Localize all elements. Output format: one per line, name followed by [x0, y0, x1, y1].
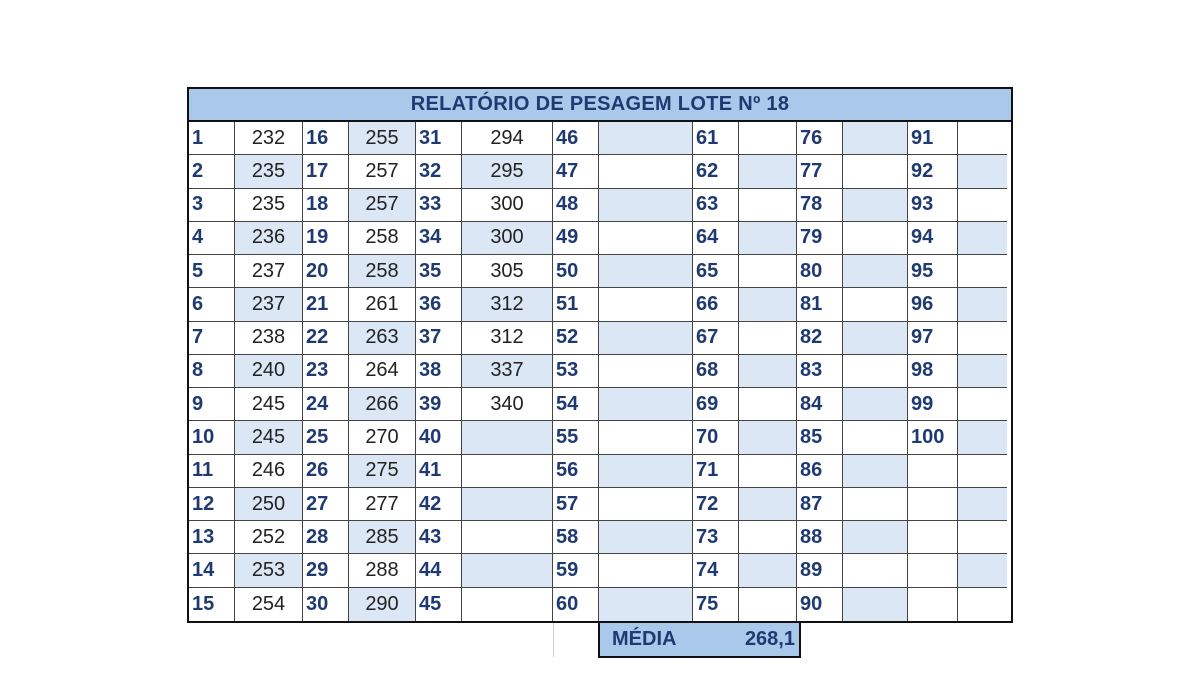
- animal-number-cell: 84: [797, 388, 843, 421]
- weight-value-cell: 312: [462, 288, 553, 321]
- animal-number-cell: 73: [693, 521, 739, 554]
- weight-value-cell: 294: [462, 122, 553, 155]
- animal-number-cell: 51: [553, 288, 599, 321]
- animal-number-cell: [908, 588, 958, 621]
- average-box: [598, 623, 801, 658]
- animal-number-cell: 79: [797, 222, 843, 255]
- weight-value-cell: 245: [235, 388, 303, 421]
- weight-value-cell: 337: [462, 355, 553, 388]
- animal-number-cell: 96: [908, 288, 958, 321]
- animal-number-cell: 88: [797, 521, 843, 554]
- weight-value-cell: 235: [235, 155, 303, 188]
- animal-number-cell: 10: [189, 421, 235, 454]
- weight-value-cell: 235: [235, 189, 303, 222]
- animal-number-cell: 59: [553, 554, 599, 587]
- animal-number-cell: 69: [693, 388, 739, 421]
- weight-value-cell: [739, 388, 797, 421]
- animal-number-cell: 56: [553, 455, 599, 488]
- animal-number-cell: 29: [303, 554, 349, 587]
- weight-value-cell: [462, 588, 553, 621]
- weight-value-cell: [958, 155, 1007, 188]
- weight-value-cell: [739, 189, 797, 222]
- weight-value-cell: [599, 388, 693, 421]
- weight-value-cell: [843, 388, 908, 421]
- weight-value-cell: [958, 455, 1007, 488]
- animal-number-cell: 3: [189, 189, 235, 222]
- weight-value-cell: 295: [462, 155, 553, 188]
- weight-value-cell: [843, 189, 908, 222]
- animal-number-cell: 23: [303, 355, 349, 388]
- weight-value-cell: [958, 322, 1007, 355]
- weight-value-cell: [958, 355, 1007, 388]
- weight-value-cell: [958, 122, 1007, 155]
- weight-value-cell: [599, 255, 693, 288]
- animal-number-cell: 60: [553, 588, 599, 621]
- weight-value-cell: 245: [235, 421, 303, 454]
- weight-value-cell: [843, 554, 908, 587]
- animal-number-cell: 52: [553, 322, 599, 355]
- animal-number-cell: 38: [416, 355, 462, 388]
- weight-value-cell: [462, 455, 553, 488]
- report-title: RELATÓRIO DE PESAGEM LOTE Nº 18: [189, 89, 1011, 122]
- weight-value-cell: [739, 521, 797, 554]
- weight-value-cell: 264: [349, 355, 416, 388]
- animal-number-cell: 1: [189, 122, 235, 155]
- animal-number-cell: 22: [303, 322, 349, 355]
- weight-value-cell: [843, 455, 908, 488]
- weight-value-cell: [958, 488, 1007, 521]
- animal-number-cell: 37: [416, 322, 462, 355]
- weight-value-cell: 288: [349, 554, 416, 587]
- weight-value-cell: [843, 255, 908, 288]
- animal-number-cell: 92: [908, 155, 958, 188]
- weight-value-cell: 250: [235, 488, 303, 521]
- animal-number-cell: 42: [416, 488, 462, 521]
- animal-number-cell: 95: [908, 255, 958, 288]
- animal-number-cell: 75: [693, 588, 739, 621]
- animal-number-cell: 7: [189, 322, 235, 355]
- animal-number-cell: [908, 521, 958, 554]
- weight-value-cell: [958, 554, 1007, 587]
- animal-number-cell: 16: [303, 122, 349, 155]
- weight-value-cell: [599, 288, 693, 321]
- weight-value-cell: 300: [462, 189, 553, 222]
- animal-number-cell: 14: [189, 554, 235, 587]
- weight-value-cell: 257: [349, 155, 416, 188]
- animal-number-cell: 19: [303, 222, 349, 255]
- weight-value-cell: 232: [235, 122, 303, 155]
- weight-value-cell: [843, 122, 908, 155]
- animal-number-cell: 76: [797, 122, 843, 155]
- animal-number-cell: [908, 455, 958, 488]
- weight-value-cell: 253: [235, 554, 303, 587]
- weight-value-cell: 237: [235, 255, 303, 288]
- animal-number-cell: 32: [416, 155, 462, 188]
- weight-value-cell: [462, 554, 553, 587]
- weight-value-cell: [599, 488, 693, 521]
- column-divider: [553, 623, 554, 657]
- animal-number-cell: 13: [189, 521, 235, 554]
- weight-value-cell: 305: [462, 255, 553, 288]
- animal-number-cell: 20: [303, 255, 349, 288]
- animal-number-cell: 100: [908, 421, 958, 454]
- animal-number-cell: 28: [303, 521, 349, 554]
- average-value: 268,1: [744, 628, 795, 650]
- weight-value-cell: 285: [349, 521, 416, 554]
- weight-value-cell: [843, 588, 908, 621]
- animal-number-cell: 61: [693, 122, 739, 155]
- animal-number-cell: 44: [416, 554, 462, 587]
- animal-number-cell: 71: [693, 455, 739, 488]
- animal-number-cell: 40: [416, 421, 462, 454]
- weight-value-cell: [843, 488, 908, 521]
- animal-number-cell: 85: [797, 421, 843, 454]
- animal-number-cell: 45: [416, 588, 462, 621]
- weight-value-cell: [599, 355, 693, 388]
- weight-value-cell: 238: [235, 322, 303, 355]
- animal-number-cell: [908, 554, 958, 587]
- weight-value-cell: [739, 421, 797, 454]
- weight-value-cell: [599, 588, 693, 621]
- weight-value-cell: [739, 255, 797, 288]
- weight-value-cell: [958, 388, 1007, 421]
- animal-number-cell: 81: [797, 288, 843, 321]
- animal-number-cell: 31: [416, 122, 462, 155]
- weight-value-cell: [739, 355, 797, 388]
- weight-value-cell: [958, 288, 1007, 321]
- animal-number-cell: 57: [553, 488, 599, 521]
- animal-number-cell: 47: [553, 155, 599, 188]
- animal-number-cell: 39: [416, 388, 462, 421]
- animal-number-cell: 48: [553, 189, 599, 222]
- animal-number-cell: 55: [553, 421, 599, 454]
- weight-value-cell: [843, 421, 908, 454]
- animal-number-cell: 89: [797, 554, 843, 587]
- weight-value-cell: 270: [349, 421, 416, 454]
- weight-value-cell: 261: [349, 288, 416, 321]
- animal-number-cell: 41: [416, 455, 462, 488]
- animal-number-cell: 11: [189, 455, 235, 488]
- weight-value-cell: [843, 355, 908, 388]
- weight-value-cell: [739, 222, 797, 255]
- weight-value-cell: [843, 288, 908, 321]
- animal-number-cell: 65: [693, 255, 739, 288]
- weight-value-cell: [599, 189, 693, 222]
- animal-number-cell: 36: [416, 288, 462, 321]
- weight-value-cell: [843, 322, 908, 355]
- weight-value-cell: 275: [349, 455, 416, 488]
- animal-number-cell: 17: [303, 155, 349, 188]
- weight-value-cell: 236: [235, 222, 303, 255]
- animal-number-cell: 63: [693, 189, 739, 222]
- animal-number-cell: 90: [797, 588, 843, 621]
- animal-number-cell: 8: [189, 355, 235, 388]
- weight-value-cell: [739, 122, 797, 155]
- weight-value-cell: [599, 521, 693, 554]
- weight-value-cell: [739, 554, 797, 587]
- weight-value-cell: [599, 322, 693, 355]
- weight-value-cell: 246: [235, 455, 303, 488]
- animal-number-cell: 18: [303, 189, 349, 222]
- weight-value-cell: 277: [349, 488, 416, 521]
- animal-number-cell: 98: [908, 355, 958, 388]
- animal-number-cell: 72: [693, 488, 739, 521]
- animal-number-cell: 49: [553, 222, 599, 255]
- animal-number-cell: 74: [693, 554, 739, 587]
- animal-number-cell: 21: [303, 288, 349, 321]
- weight-value-cell: [462, 488, 553, 521]
- animal-number-cell: 53: [553, 355, 599, 388]
- animal-number-cell: 5: [189, 255, 235, 288]
- weight-value-cell: 252: [235, 521, 303, 554]
- weight-grid: [189, 122, 1011, 621]
- animal-number-cell: 54: [553, 388, 599, 421]
- animal-number-cell: 83: [797, 355, 843, 388]
- weight-value-cell: [739, 488, 797, 521]
- animal-number-cell: 64: [693, 222, 739, 255]
- weight-value-cell: [599, 455, 693, 488]
- animal-number-cell: 94: [908, 222, 958, 255]
- weight-value-cell: [958, 521, 1007, 554]
- animal-number-cell: 25: [303, 421, 349, 454]
- weight-value-cell: 312: [462, 322, 553, 355]
- weight-value-cell: [599, 155, 693, 188]
- animal-number-cell: 78: [797, 189, 843, 222]
- animal-number-cell: 68: [693, 355, 739, 388]
- weight-value-cell: 258: [349, 255, 416, 288]
- weight-value-cell: [958, 255, 1007, 288]
- weight-value-cell: [739, 588, 797, 621]
- animal-number-cell: 9: [189, 388, 235, 421]
- weight-value-cell: 237: [235, 288, 303, 321]
- animal-number-cell: 62: [693, 155, 739, 188]
- weight-value-cell: [599, 122, 693, 155]
- animal-number-cell: 86: [797, 455, 843, 488]
- animal-number-cell: 12: [189, 488, 235, 521]
- animal-number-cell: 77: [797, 155, 843, 188]
- weight-value-cell: [739, 322, 797, 355]
- weight-value-cell: 254: [235, 588, 303, 621]
- weight-value-cell: [599, 222, 693, 255]
- animal-number-cell: 97: [908, 322, 958, 355]
- animal-number-cell: 58: [553, 521, 599, 554]
- animal-number-cell: 99: [908, 388, 958, 421]
- weight-value-cell: [958, 189, 1007, 222]
- weight-value-cell: [843, 222, 908, 255]
- animal-number-cell: 35: [416, 255, 462, 288]
- animal-number-cell: 50: [553, 255, 599, 288]
- animal-number-cell: 26: [303, 455, 349, 488]
- animal-number-cell: [908, 488, 958, 521]
- animal-number-cell: 4: [189, 222, 235, 255]
- weight-value-cell: [958, 222, 1007, 255]
- weight-value-cell: 257: [349, 189, 416, 222]
- weight-value-cell: [739, 455, 797, 488]
- animal-number-cell: 24: [303, 388, 349, 421]
- animal-number-cell: 27: [303, 488, 349, 521]
- animal-number-cell: 46: [553, 122, 599, 155]
- animal-number-cell: 70: [693, 421, 739, 454]
- weight-value-cell: 258: [349, 222, 416, 255]
- weighing-report-table: [187, 87, 1013, 623]
- weight-value-cell: [958, 588, 1007, 621]
- animal-number-cell: 80: [797, 255, 843, 288]
- weight-value-cell: [843, 155, 908, 188]
- weight-value-cell: [739, 155, 797, 188]
- weight-value-cell: [843, 521, 908, 554]
- weight-value-cell: [599, 421, 693, 454]
- animal-number-cell: 43: [416, 521, 462, 554]
- animal-number-cell: 66: [693, 288, 739, 321]
- animal-number-cell: 34: [416, 222, 462, 255]
- animal-number-cell: 15: [189, 588, 235, 621]
- weight-value-cell: 263: [349, 322, 416, 355]
- animal-number-cell: 82: [797, 322, 843, 355]
- weight-value-cell: [599, 554, 693, 587]
- weight-value-cell: [958, 421, 1007, 454]
- weight-value-cell: 266: [349, 388, 416, 421]
- weight-value-cell: 240: [235, 355, 303, 388]
- weight-value-cell: [739, 288, 797, 321]
- animal-number-cell: 6: [189, 288, 235, 321]
- animal-number-cell: 33: [416, 189, 462, 222]
- animal-number-cell: 91: [908, 122, 958, 155]
- weight-value-cell: [462, 521, 553, 554]
- weight-value-cell: 290: [349, 588, 416, 621]
- weight-value-cell: 300: [462, 222, 553, 255]
- weight-value-cell: [462, 421, 553, 454]
- animal-number-cell: 87: [797, 488, 843, 521]
- animal-number-cell: 67: [693, 322, 739, 355]
- weight-value-cell: 255: [349, 122, 416, 155]
- animal-number-cell: 93: [908, 189, 958, 222]
- average-label: MÉDIA: [612, 628, 677, 650]
- animal-number-cell: 2: [189, 155, 235, 188]
- weight-value-cell: 340: [462, 388, 553, 421]
- animal-number-cell: 30: [303, 588, 349, 621]
